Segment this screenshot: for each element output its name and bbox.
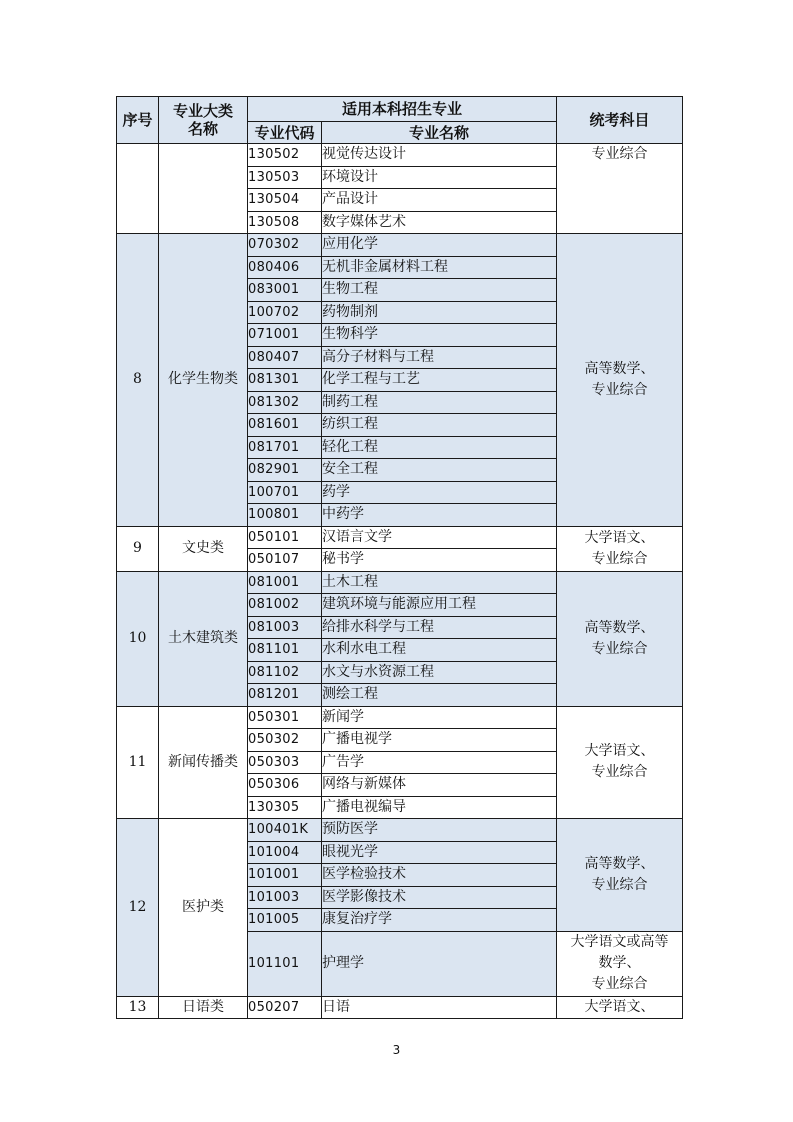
- exam-subject-line: 专业综合: [591, 381, 648, 398]
- major-code-cell: 050101: [248, 526, 322, 549]
- table-row: [117, 526, 683, 549]
- major-code-cell: 081101: [248, 639, 322, 662]
- seq-cell: 10: [117, 571, 159, 706]
- table-row: [117, 996, 683, 1019]
- major-code-cell: 101101: [248, 931, 322, 996]
- exam-subjects-cell: [557, 819, 683, 932]
- major-name-cell: 土木工程: [322, 571, 557, 594]
- table-row: [117, 571, 683, 594]
- exam-subject-line: 数学、: [598, 955, 641, 971]
- table-row: [117, 819, 683, 842]
- major-code-cell: 101003: [248, 886, 322, 909]
- header-major-name: 专业名称: [322, 122, 557, 144]
- exam-subjects-cell: [557, 526, 683, 571]
- major-code-cell: 081002: [248, 594, 322, 617]
- seq-cell: 11: [117, 706, 159, 819]
- major-code-cell: 081302: [248, 391, 322, 414]
- major-name-cell: 无机非金属材料工程: [322, 256, 557, 279]
- major-code-cell: 050207: [248, 996, 322, 1019]
- major-code-cell: 130502: [248, 144, 322, 167]
- exam-subject-line: 大学语文或高等: [570, 934, 669, 950]
- seq-cell: 8: [117, 234, 159, 527]
- major-code-cell: 101005: [248, 909, 322, 932]
- major-code-cell: 080406: [248, 256, 322, 279]
- major-name-cell: 给排水科学与工程: [322, 616, 557, 639]
- major-name-cell: 秘书学: [322, 549, 557, 572]
- major-code-cell: 081001: [248, 571, 322, 594]
- major-name-cell: 视觉传达设计: [322, 144, 557, 167]
- major-name-cell: 化学工程与工艺: [322, 369, 557, 392]
- major-name-cell: 日语: [322, 996, 557, 1019]
- exam-subjects-cell: [557, 931, 683, 996]
- exam-subject-line: 专业综合: [591, 640, 648, 657]
- major-code-cell: 050306: [248, 774, 322, 797]
- major-code-cell: 050302: [248, 729, 322, 752]
- major-name-cell: 医学检验技术: [322, 864, 557, 887]
- major-code-cell: 130504: [248, 189, 322, 212]
- table-row: [117, 706, 683, 729]
- major-name-cell: 药学: [322, 481, 557, 504]
- major-name-cell: 水文与水资源工程: [322, 661, 557, 684]
- exam-subject-line: 专业综合: [591, 976, 648, 992]
- table-row: [117, 144, 683, 167]
- table-row: [117, 234, 683, 257]
- exam-subject-line: 大学语文、: [584, 998, 655, 1015]
- header-category: 专业大类名称: [159, 97, 248, 144]
- major-code-cell: 050107: [248, 549, 322, 572]
- major-code-cell: 081102: [248, 661, 322, 684]
- major-name-cell: 汉语言文学: [322, 526, 557, 549]
- header-exam-subjects: 统考科目: [557, 97, 683, 144]
- major-name-cell: 生物工程: [322, 279, 557, 302]
- major-name-cell: 眼视光学: [322, 841, 557, 864]
- exam-subject-line: 专业综合: [591, 550, 648, 567]
- major-code-cell: 101004: [248, 841, 322, 864]
- major-name-cell: 水利水电工程: [322, 639, 557, 662]
- category-cell: 日语类: [159, 996, 248, 1019]
- major-code-cell: 070302: [248, 234, 322, 257]
- major-name-cell: 药物制剂: [322, 301, 557, 324]
- major-name-cell: 广播电视学: [322, 729, 557, 752]
- major-name-cell: 新闻学: [322, 706, 557, 729]
- exam-subjects-cell: [557, 706, 683, 819]
- category-cell: [159, 144, 248, 234]
- major-name-cell: 产品设计: [322, 189, 557, 212]
- major-code-cell: 130503: [248, 166, 322, 189]
- major-code-cell: 130305: [248, 796, 322, 819]
- major-code-cell: 082901: [248, 459, 322, 482]
- exam-subject-line: 专业综合: [591, 764, 648, 781]
- header-applicable-majors: 适用本科招生专业: [248, 97, 557, 122]
- major-code-cell: 050301: [248, 706, 322, 729]
- header-seq: 序号: [117, 97, 159, 144]
- major-name-cell: 应用化学: [322, 234, 557, 257]
- major-code-cell: 100702: [248, 301, 322, 324]
- category-cell: 新闻传播类: [159, 706, 248, 819]
- major-name-cell: 生物科学: [322, 324, 557, 347]
- major-name-cell: 广告学: [322, 751, 557, 774]
- major-name-cell: 广播电视编导: [322, 796, 557, 819]
- seq-cell: [117, 144, 159, 234]
- major-name-cell: 康复治疗学: [322, 909, 557, 932]
- exam-subjects-cell: [557, 144, 683, 234]
- page-number: 3: [392, 1043, 401, 1057]
- exam-subject-line: 大学语文、: [584, 529, 655, 546]
- major-name-cell: 护理学: [322, 931, 557, 996]
- major-code-cell: 050303: [248, 751, 322, 774]
- major-code-cell: 083001: [248, 279, 322, 302]
- major-code-cell: 130508: [248, 211, 322, 234]
- major-name-cell: 测绘工程: [322, 684, 557, 707]
- major-name-cell: 安全工程: [322, 459, 557, 482]
- major-name-cell: 制药工程: [322, 391, 557, 414]
- major-code-cell: 081601: [248, 414, 322, 437]
- major-name-cell: 建筑环境与能源应用工程: [322, 594, 557, 617]
- exam-subject-line: 高等数学、: [584, 360, 655, 377]
- category-cell: 化学生物类: [159, 234, 248, 527]
- major-name-cell: 纺织工程: [322, 414, 557, 437]
- major-code-cell: 100801: [248, 504, 322, 527]
- major-code-cell: 071001: [248, 324, 322, 347]
- major-code-cell: 101001: [248, 864, 322, 887]
- major-code-cell: 081301: [248, 369, 322, 392]
- major-name-cell: 轻化工程: [322, 436, 557, 459]
- header-major-code: 专业代码: [248, 122, 322, 144]
- major-code-cell: 100701: [248, 481, 322, 504]
- major-name-cell: 医学影像技术: [322, 886, 557, 909]
- category-cell: 土木建筑类: [159, 571, 248, 706]
- major-name-cell: 预防医学: [322, 819, 557, 842]
- seq-cell: 12: [117, 819, 159, 997]
- major-code-cell: 081003: [248, 616, 322, 639]
- major-name-cell: 中药学: [322, 504, 557, 527]
- major-name-cell: 网络与新媒体: [322, 774, 557, 797]
- exam-subjects-cell: [557, 996, 683, 1019]
- seq-cell: 9: [117, 526, 159, 571]
- major-code-cell: 100401K: [248, 819, 322, 842]
- exam-subject-line: 高等数学、: [584, 855, 655, 872]
- major-code-cell: 081201: [248, 684, 322, 707]
- category-cell: 医护类: [159, 819, 248, 997]
- major-name-cell: 环境设计: [322, 166, 557, 189]
- category-cell: 文史类: [159, 526, 248, 571]
- exam-subject-line: 专业综合: [591, 146, 648, 162]
- exam-subject-line: 大学语文、: [584, 743, 655, 760]
- major-name-cell: 高分子材料与工程: [322, 346, 557, 369]
- exam-subject-line: 高等数学、: [584, 619, 655, 636]
- major-name-cell: 数字媒体艺术: [322, 211, 557, 234]
- major-table: [116, 96, 683, 1019]
- major-code-cell: 081701: [248, 436, 322, 459]
- exam-subjects-cell: [557, 571, 683, 706]
- exam-subjects-cell: [557, 234, 683, 527]
- exam-subject-line: 专业综合: [591, 876, 648, 893]
- seq-cell: 13: [117, 996, 159, 1019]
- major-code-cell: 080407: [248, 346, 322, 369]
